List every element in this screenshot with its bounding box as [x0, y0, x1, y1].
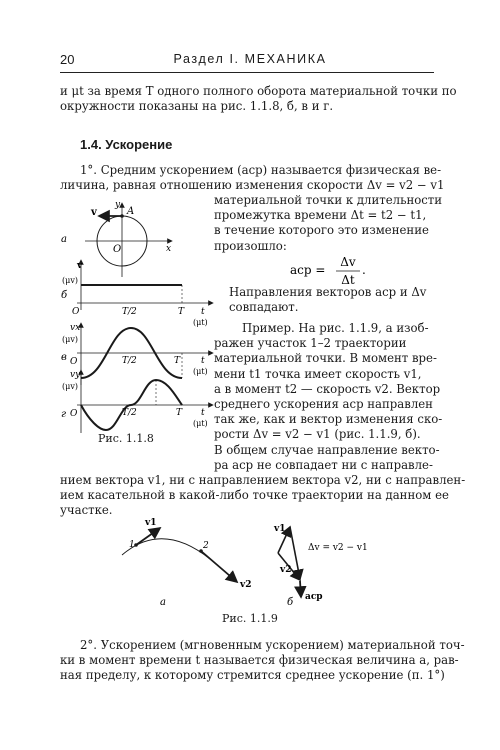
acp-label: aср — [305, 592, 323, 602]
v1-vector — [136, 528, 160, 545]
mu-t-label: (μt) — [193, 367, 208, 376]
v2-label: v2 — [240, 580, 252, 590]
text-line: ная пределу, к которому стремится среднее ускорение (п. 1°) — [60, 668, 445, 683]
text-line: В общем случае направление векто- — [214, 442, 440, 457]
acp-vector — [300, 581, 301, 597]
text-line: так же, как и вектор изменения ско- — [214, 412, 443, 427]
text-line: Пример. На рис. 1.1.9, а изоб- — [242, 321, 429, 335]
paragraph-1-cont — [60, 178, 445, 193]
panel-letter: б — [61, 290, 68, 301]
panel-b-speed-graph — [61, 260, 213, 327]
v-label: v — [91, 207, 97, 218]
period-label: T — [174, 356, 181, 366]
panel-letter: в — [61, 352, 67, 363]
panel-b-vector-triangle — [273, 524, 368, 608]
paragraph-1 — [80, 163, 442, 178]
text-line: ражен участок 1–2 траектории — [214, 336, 407, 351]
origin-label: O — [70, 409, 78, 419]
formula-lhs: aср = — [290, 263, 326, 277]
half-period-label: T/2 — [122, 356, 137, 366]
origin-label: O — [113, 244, 122, 255]
panel-g-vy-graph — [61, 370, 213, 433]
text-line: материальной точки к длительности — [214, 193, 443, 207]
t-label: t — [201, 307, 205, 317]
point-2-label: 2 — [203, 541, 209, 551]
text-line: нием вектора v1, ни с направлением вектора v2, ни с направлен- — [60, 473, 466, 487]
figure-1-1-9-caption: Рис. 1.1.9 — [222, 612, 278, 625]
header-rule — [60, 72, 434, 73]
x-label: x — [166, 244, 172, 254]
paragraph-1-right — [214, 193, 443, 254]
vy-label: vy — [70, 370, 81, 380]
text-line: мени t1 точка имеет скорость v1, — [214, 366, 422, 381]
text-line: совпадают. — [229, 300, 299, 315]
text-line: а в момент t2 — скорость v2. Вектор — [214, 381, 441, 396]
text-line: и μt за время T одного полного оборота материальной точки по — [60, 84, 457, 98]
text-line: промежутка времени Δt = t2 − t1, — [214, 208, 427, 223]
formula-numerator: Δv — [340, 255, 356, 269]
text-line: ки в момент времени t называется физическая величина a, рав- — [60, 653, 459, 667]
text-line: в течение которого это изменение — [214, 223, 429, 238]
section-heading: 1.4. Ускорение — [80, 137, 173, 152]
panel-v-vx-graph — [61, 323, 213, 385]
paragraph-3-cont — [60, 653, 459, 683]
mu-t-label: (μt) — [193, 419, 208, 428]
figure-1-1-9 — [100, 515, 400, 615]
mu-v-label: (μv) — [62, 382, 78, 391]
panel-letter: б — [287, 597, 294, 608]
example-paragraph — [214, 321, 443, 473]
delta-v-label: Δv = v2 − v1 — [308, 543, 368, 553]
mu-v-label: (μv) — [62, 335, 78, 344]
text-line: 1°. Средним ускорением (aср) называется физическая ве- — [80, 163, 442, 177]
text-line: среднего ускорения aср направлен — [214, 397, 433, 412]
mu-v-label: (μv) — [62, 276, 78, 285]
panel-letter: а — [61, 234, 67, 245]
text-line: 2°. Ускорением (мгновенным ускорением) материальной точ- — [80, 638, 465, 652]
paragraph-3 — [80, 638, 465, 653]
text-line: рости Δv = v2 − v1 (рис. 1.1.9, б). — [214, 427, 421, 442]
intro-paragraph — [60, 84, 457, 114]
text-line: ием касательной в какой-либо точке траектории на данном ее — [60, 488, 449, 503]
panel-a-trajectory — [122, 518, 252, 608]
text-line: Направления векторов aср и Δv — [229, 285, 427, 299]
text-line: участке. — [60, 503, 113, 518]
vx-label: vx — [70, 323, 81, 333]
y-label: y — [115, 200, 121, 210]
text-line: произошло: — [214, 238, 287, 253]
origin-label: O — [72, 307, 80, 317]
formula-denominator: Δt — [341, 273, 355, 287]
trajectory-arc — [122, 539, 210, 559]
text-line: личина, равная отношению изменения скорости Δv = v2 − v1 — [60, 178, 445, 192]
half-period-label: T/2 — [122, 408, 137, 418]
text-line: окружности показаны на рис. 1.1.8, б, в и г. — [60, 99, 334, 114]
panel-letter: г — [61, 409, 67, 420]
example-paragraph-cont — [60, 473, 466, 519]
mu-t-label: (μt) — [193, 318, 208, 327]
formula-end: . — [362, 263, 366, 277]
paragraph-2 — [229, 285, 434, 315]
v2-vector — [201, 551, 237, 582]
point-1-label: 1 — [129, 540, 135, 550]
running-header: Раздел I. МЕХАНИКА — [173, 52, 327, 66]
formula-average-acceleration — [290, 252, 380, 288]
page-number: 20 — [60, 52, 75, 67]
period-label: T — [178, 307, 185, 317]
t-label: t — [201, 356, 205, 366]
origin-label: O — [70, 357, 78, 367]
v2-label: v2 — [280, 565, 292, 575]
figure-1-1-8-caption: Рис. 1.1.8 — [98, 432, 154, 445]
panel-letter: а — [160, 597, 166, 608]
v1-label: v1 — [145, 518, 157, 528]
half-period-label: T/2 — [122, 307, 137, 317]
v1-label: v1 — [274, 524, 286, 534]
text-line: ра aср не совпадает ни с направле- — [214, 457, 433, 472]
period-label: T — [176, 408, 183, 418]
text-line: материальной точки. В момент вре- — [214, 351, 437, 366]
point-a-dot — [120, 214, 124, 218]
t-label: t — [201, 408, 205, 418]
delta-v-vector — [290, 527, 300, 579]
figure-1-1-8 — [55, 195, 215, 450]
point-a-label: A — [127, 206, 135, 217]
v-label: v — [77, 261, 83, 271]
